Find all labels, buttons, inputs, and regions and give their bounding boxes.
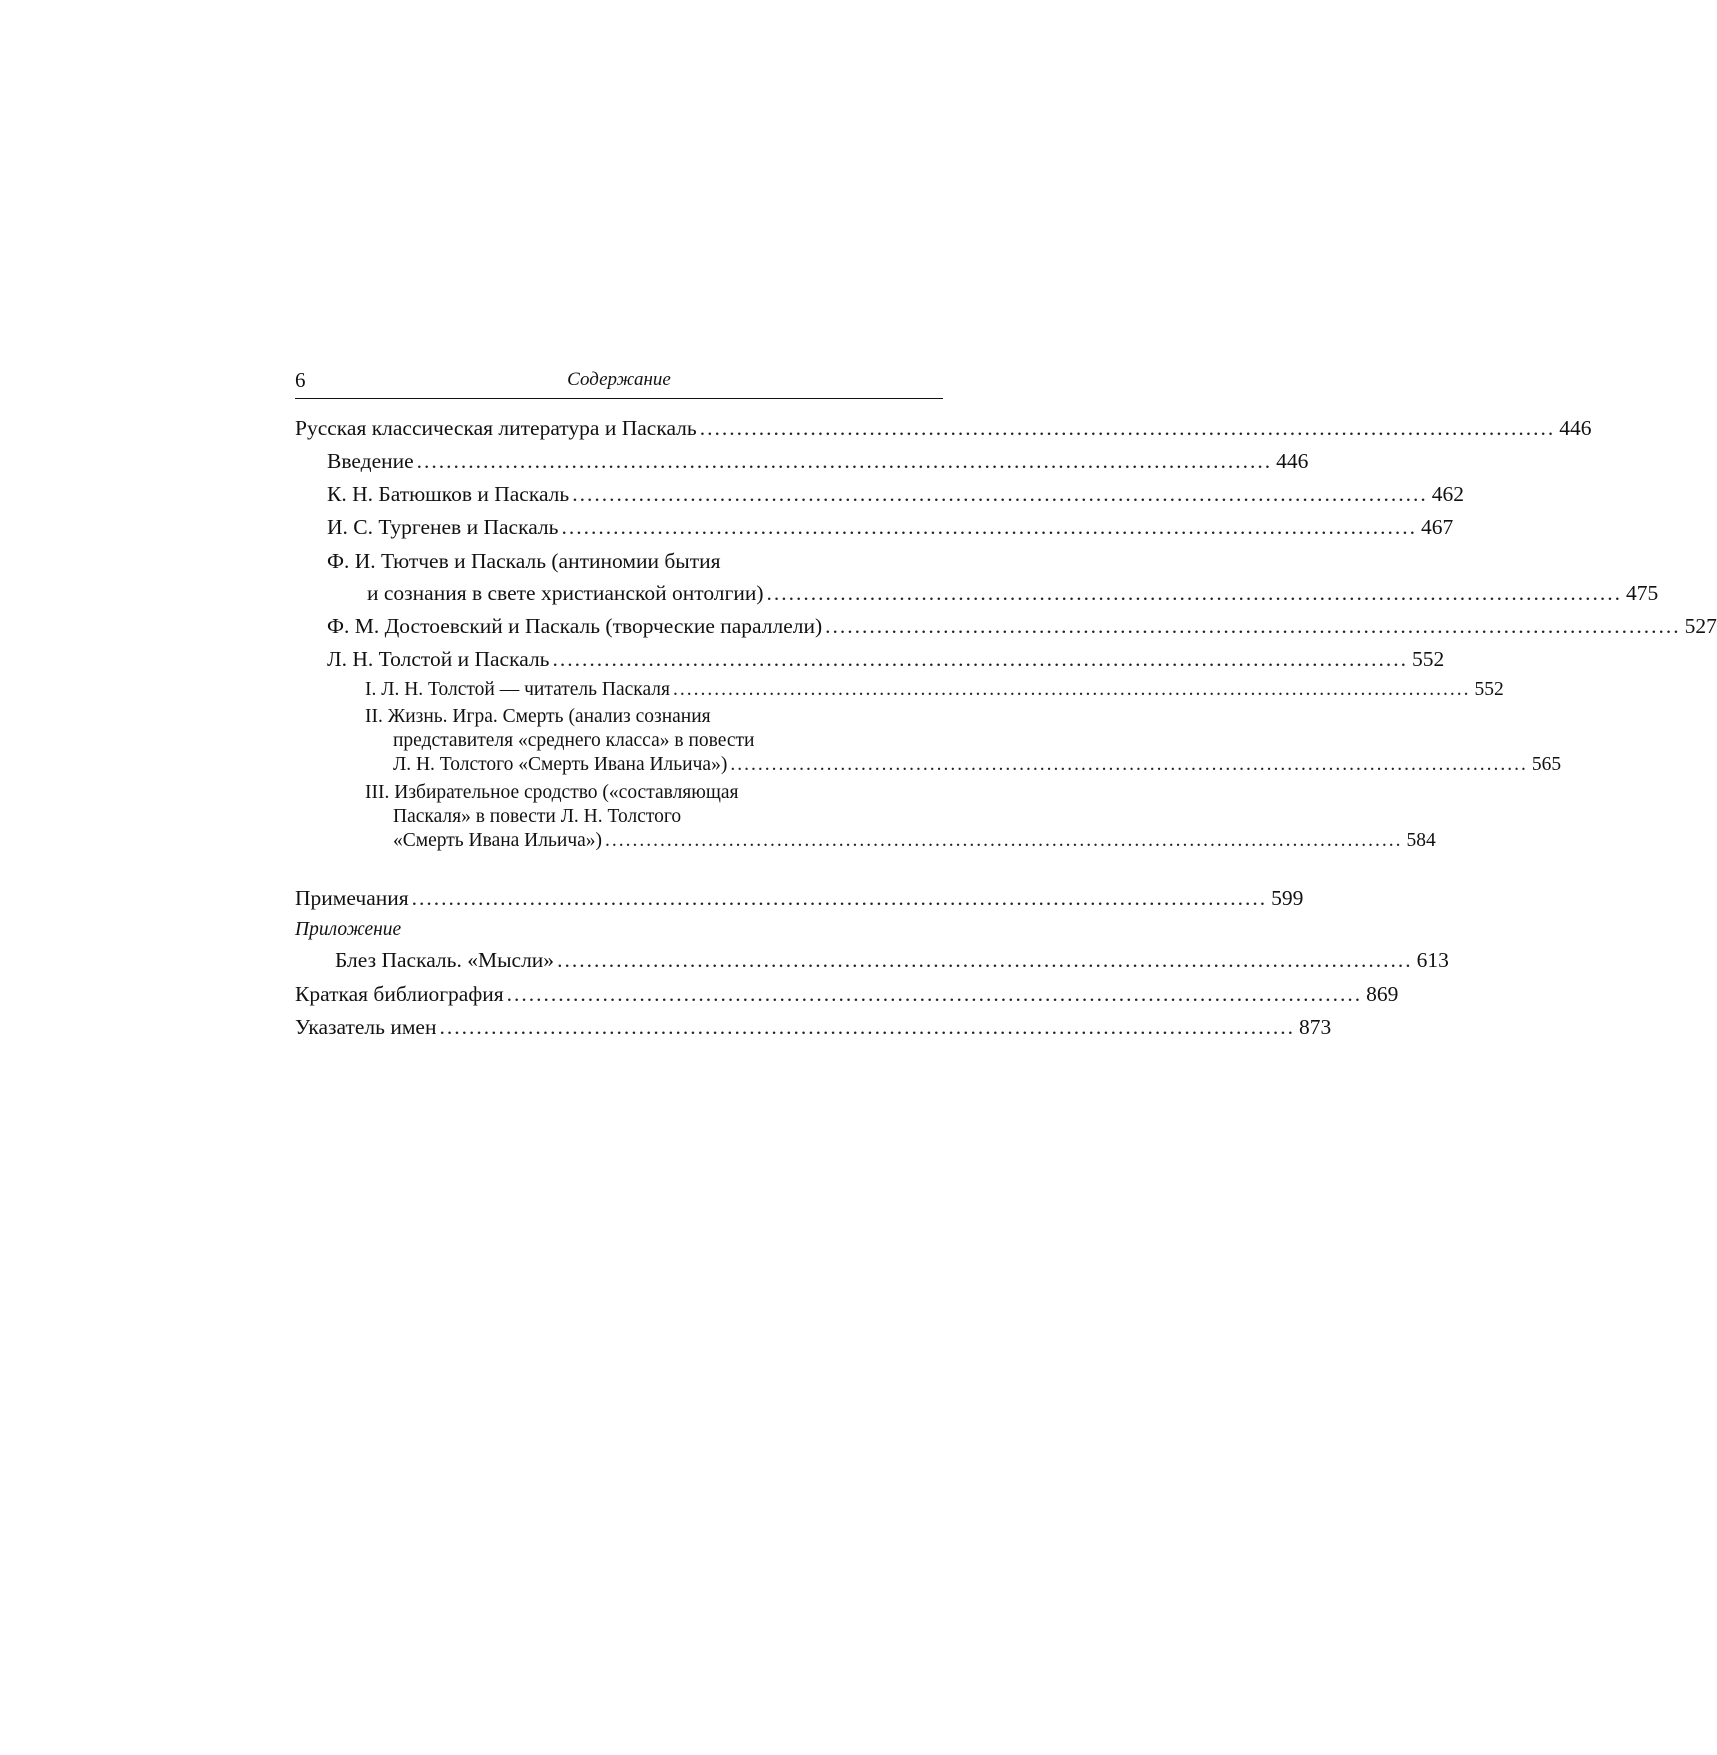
toc-entry-title-line: представителя «среднего класса» в повести (393, 730, 755, 751)
toc-entry-title: Указатель имен (295, 1015, 437, 1039)
toc-entry-main-section[interactable] (295, 412, 1592, 444)
toc-entry-tyutchev[interactable] (295, 545, 1659, 609)
toc-entry-title: Русская классическая литература и Паскаль (295, 416, 697, 440)
toc-entry-page: 552 (1474, 679, 1504, 700)
toc-entry-notes[interactable] (295, 882, 1304, 914)
toc-entry-title-line: Л. Н. Толстого «Смерть Ивана Ильича») (393, 754, 728, 775)
toc-entry-title: И. С. Тургенев и Паскаль (327, 515, 559, 539)
dot-leader: .................................................................................................................... (416, 449, 1273, 473)
toc-entry-page: 475 (1626, 581, 1659, 605)
toc-entry-title-line: II. Жизнь. Игра. Смерть (анализ сознания (365, 706, 711, 727)
toc-entry-dostoevsky[interactable] (295, 610, 1717, 642)
toc-entry-title-line: «Смерть Ивана Ильича») (393, 830, 603, 851)
dot-leader: .................................................................................................................... (825, 614, 1681, 638)
toc-entry-page: 467 (1420, 515, 1454, 539)
dot-leader: .................................................................................................................... (506, 982, 1363, 1006)
toc-entry-page: 869 (1366, 982, 1399, 1006)
toc-entry-page: 873 (1298, 1015, 1332, 1039)
toc-entry-page: 613 (1416, 948, 1449, 972)
toc-entry-tolstoy[interactable] (295, 643, 1445, 675)
toc-entry-title: Л. Н. Толстой и Паскаль (327, 647, 550, 671)
toc-entry-page: 446 (1559, 416, 1592, 440)
toc-entry-batyushkov[interactable] (295, 478, 1464, 510)
toc-entry-page: 565 (1531, 754, 1562, 775)
toc-entry-intro[interactable] (295, 445, 1309, 477)
toc-entry-title: I. Л. Н. Толстой — читатель Паскаля (365, 679, 671, 700)
dot-leader: .................................................................................................................... (766, 581, 1623, 605)
toc-entry-page: 599 (1271, 886, 1304, 910)
toc-entry-page: 552 (1412, 647, 1445, 671)
toc-entry-page: 527 (1684, 614, 1717, 638)
toc-entry-bibliography[interactable] (295, 978, 1399, 1010)
dot-leader: .................................................................................................................... (561, 515, 1417, 539)
toc-entry-page: 446 (1276, 449, 1309, 473)
dot-leader: .................................................................................................................... (439, 1015, 1295, 1039)
dot-leader: .................................................................................................................... (552, 647, 1408, 671)
toc-entry-turgenev[interactable] (295, 511, 1454, 543)
dot-leader: .................................................................................................................... (572, 482, 1428, 506)
toc-entry-index[interactable] (295, 1011, 1332, 1043)
toc-entry-tolstoy-1[interactable] (295, 678, 1504, 702)
toc-entry-tolstoy-3[interactable] (295, 781, 1436, 853)
dot-leader: .................................................................................................................... (557, 948, 1413, 972)
toc-entry-title: Введение (327, 449, 414, 473)
running-head (295, 366, 943, 399)
toc-entry-tolstoy-2[interactable] (295, 705, 1562, 777)
dot-leader: .................................................................................................................... (730, 754, 1528, 775)
toc-entry-title: Краткая библиография (295, 982, 504, 1006)
dot-leader: .................................................................................................................... (673, 679, 1471, 700)
toc-entry-page: 584 (1406, 830, 1436, 851)
toc-entry-title-line: Паскаля» в повести Л. Н. Толстого (393, 806, 682, 827)
toc-entry-title-line: и сознания в свете христианской онтолгии) (367, 581, 764, 605)
appendix-label: Приложение (295, 919, 402, 940)
dot-leader: .................................................................................................................... (699, 416, 1556, 440)
section-title: Содержание (567, 369, 671, 390)
toc-entry-title: К. Н. Батюшков и Паскаль (327, 482, 570, 506)
dot-leader: .................................................................................................................... (605, 830, 1403, 851)
toc-entry-title-line: III. Избирательное сродство («составляющая (365, 782, 739, 803)
toc-entry-title-line: Ф. И. Тютчев и Паскаль (антиномии бытия (327, 549, 721, 573)
toc-entry-page: 462 (1431, 482, 1464, 506)
toc-entry-title: Блез Паскаль. «Мысли» (335, 948, 555, 972)
toc-entry-title: Ф. М. Достоевский и Паскаль (творческие параллели) (327, 614, 823, 638)
page-number: 6 (295, 368, 306, 392)
toc-entry-title: Примечания (295, 886, 409, 910)
toc-entry-pensees[interactable] (295, 944, 1449, 976)
dot-leader: .................................................................................................................... (411, 886, 1268, 910)
